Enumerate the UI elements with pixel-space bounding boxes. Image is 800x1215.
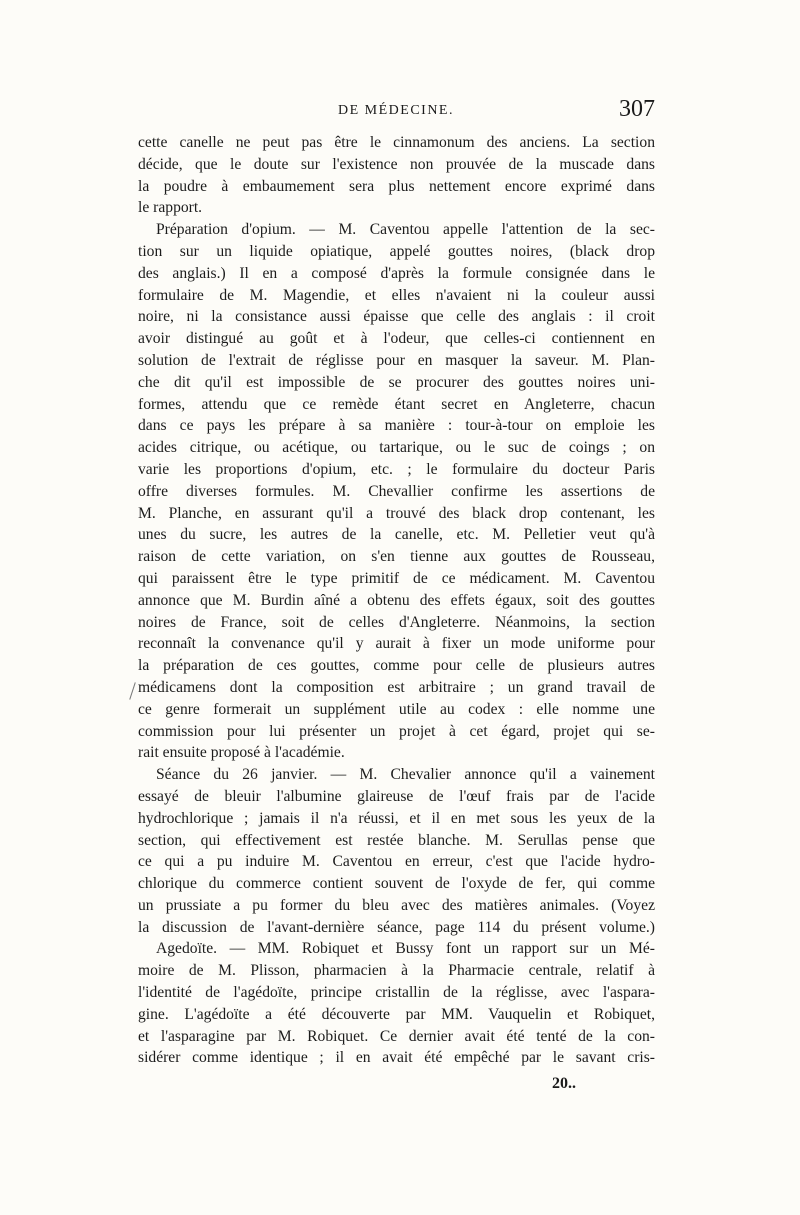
text-line: la discussion de l'avant-dernière séance, page 114 du présent volume.) xyxy=(138,918,655,936)
text-line: la préparation de ces gouttes, comme pour celle de plusieurs autres xyxy=(138,657,655,675)
text-line: qui paraissent être le type primitif de ce médicament. M. Caventou xyxy=(138,569,655,587)
signature-mark: 20.. xyxy=(552,1075,576,1092)
text-line: acides citrique, ou acétique, ou tartarique, ou le suc de coings ; on xyxy=(138,439,655,457)
text-line: noire, ni la consistance aussi épaisse que celle des anglais : il croit xyxy=(138,308,655,326)
text-line: un prussiate a pu former du bleu avec des matières animales. (Voyez xyxy=(138,896,655,914)
text-line: moire de M. Plisson, pharmacien à la Pharmacie centrale, relatif à xyxy=(138,962,655,980)
text-line: hydrochlorique ; jamais il n'a réussi, et il en met sous les yeux de la xyxy=(138,809,655,827)
text-line: le rapport. xyxy=(138,199,203,217)
text-line: l'identité de l'agédoïte, principe cristallin de la réglisse, avec l'aspara- xyxy=(138,984,655,1002)
page-number: 307 xyxy=(619,96,655,122)
text-line: noires de France, soit de celles d'Angleterre. Néanmoins, la section xyxy=(138,613,655,631)
text-line: unes du sucre, les autres de la canelle, etc. M. Pelletier veut qu'à xyxy=(138,526,655,544)
text-line: tion sur un liquide opiatique, appelé gouttes noires, (black drop xyxy=(138,242,655,260)
text-line: dans ce pays les prépare à sa manière : tour-à-tour on emploie les xyxy=(138,417,655,435)
running-head: DE MÉDECINE. xyxy=(338,103,454,118)
text-line: M. Planche, en assurant qu'il a trouvé des black drop contenant, les xyxy=(138,504,655,522)
text-line: cette canelle ne peut pas être le cinnamonum des anciens. La section xyxy=(138,134,655,151)
text-line: varie les proportions d'opium, etc. ; le formulaire du docteur Paris xyxy=(138,460,655,478)
text-line: décide, que le doute sur l'existence non prouvée de la muscade dans xyxy=(138,155,655,173)
text-line: formes, attendu que ce remède étant secret en Angleterre, chacun xyxy=(138,395,655,413)
text-line: reconnaît la convenance qu'il y aurait à fixer un mode uniforme pour xyxy=(138,635,655,653)
paragraph-start-line: Préparation d'opium. — M. Caventou appelle l'attention de la sec- xyxy=(156,221,655,239)
page-header xyxy=(138,96,655,130)
body-text xyxy=(138,132,655,1069)
text-line: et l'asparagine par M. Robiquet. Ce dernier avait été tenté de la con- xyxy=(138,1027,655,1045)
text-line: gine. L'agédoïte a été découverte par MM. Vauquelin et Robiquet, xyxy=(138,1005,655,1023)
text-line: des anglais.) Il en a composé d'après la formule consignée dans le xyxy=(138,264,655,282)
text-line: che dit qu'il est impossible de se procurer des gouttes noires uni- xyxy=(138,373,655,391)
text-line: la poudre à embaumement sera plus nettement encore exprimé dans xyxy=(138,177,655,195)
text-line: section, qui effectivement est restée blanche. M. Serullas pense que xyxy=(138,831,655,849)
text-line: sidérer comme identique ; il en avait été empêché par le savant cris- xyxy=(138,1049,655,1067)
text-line: formulaire de M. Magendie, et elles n'avaient ni la couleur aussi xyxy=(138,286,655,304)
text-line: commission pour lui présenter un projet à cet égard, projet qui se- xyxy=(138,722,655,740)
text-line: annonce que M. Burdin aîné a obtenu des effets égaux, soit des gouttes xyxy=(138,591,655,609)
text-line: rait ensuite proposé à l'académie. xyxy=(138,744,345,762)
text-line: ce genre formerait un supplément utile au codex : elle nomme une xyxy=(138,700,655,718)
text-line: avoir distingué au goût et à l'odeur, que celles-ci contiennent en xyxy=(138,330,655,348)
text-line: offre diverses formules. M. Chevallier confirme les assertions de xyxy=(138,482,655,500)
text-line: chlorique du commerce contient souvent de l'oxyde de fer, qui comme xyxy=(138,875,655,893)
paragraph-start-line: Agedoïte. — MM. Robiquet et Bussy font un rapport sur un Mé- xyxy=(156,940,655,958)
text-line: ce qui a pu induire M. Caventou en erreur, c'est que l'acide hydro- xyxy=(138,853,655,871)
paragraph-start-line: Séance du 26 janvier. — M. Chevalier annonce qu'il a vainement xyxy=(156,766,655,784)
text-line: essayé de bleuir l'albumine glaireuse de l'œuf frais par de l'acide xyxy=(138,787,655,805)
margin-pencil-mark xyxy=(129,682,136,699)
text-line: médicamens dont la composition est arbitraire ; un grand travail de xyxy=(138,678,655,696)
text-line: raison de cette variation, on s'en tienne aux gouttes de Rousseau, xyxy=(138,548,655,566)
text-line: solution de l'extrait de réglisse pour en masquer la saveur. M. Plan- xyxy=(138,351,655,369)
